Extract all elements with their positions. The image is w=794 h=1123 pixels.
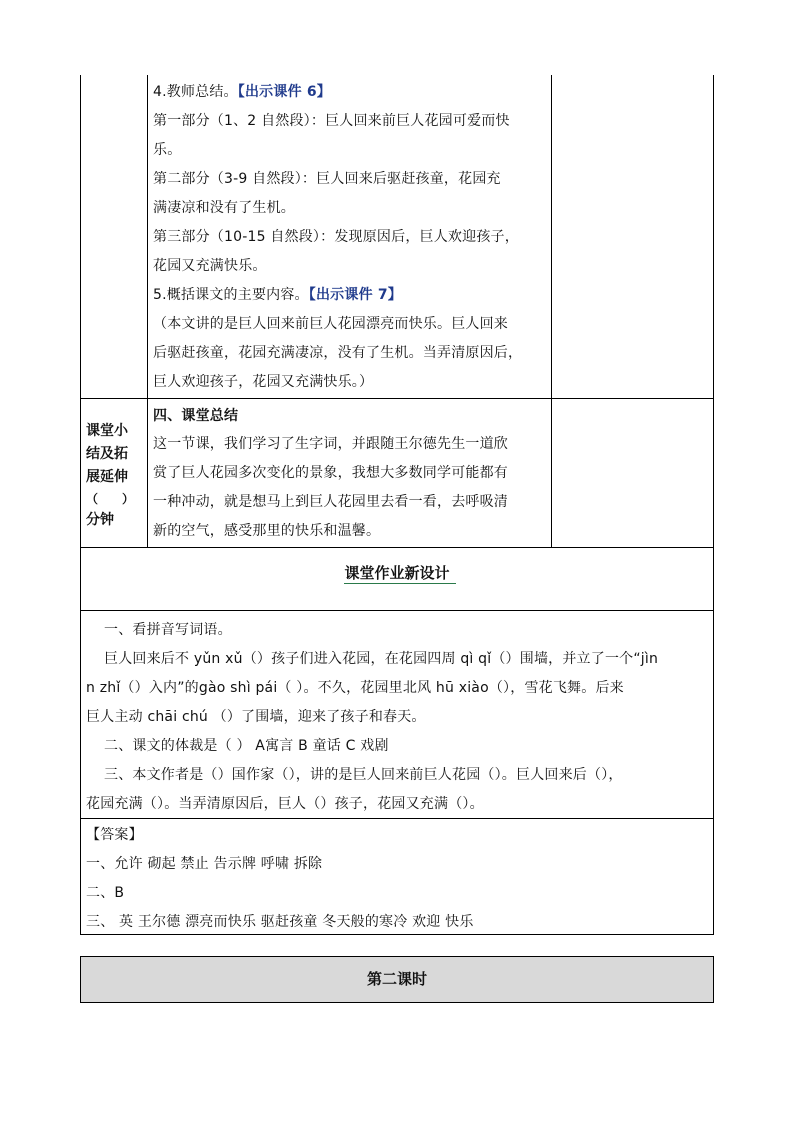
summary-line-1: 4.教师总结。【出示课件 6】 — [153, 84, 331, 100]
class-summary-line-1: 这一节课，我们学习了生字词，并跟随王尔德先生一道欣 — [153, 436, 508, 452]
homework-title-underline — [344, 583, 456, 584]
answers-section — [86, 821, 712, 937]
table-border-col2 — [551, 75, 552, 547]
summary-line-8: 5.概括课文的主要内容。【出示课件 7】 — [153, 287, 402, 303]
summary-line-11: 巨人欢迎孩子，花园又充满快乐。） — [153, 374, 374, 390]
class-summary-line-2: 赏了巨人花园多次变化的景象，我想大多数同学可能都有 — [153, 465, 508, 481]
section-label-cell — [86, 420, 146, 532]
table-border-col1 — [147, 75, 148, 547]
summary-line-7: 花园又充满快乐。 — [153, 258, 267, 274]
question-1: 一、看拼音写词语。 — [104, 622, 232, 638]
summary-line-4: 第二部分（3-9 自然段）：巨人回来后驱赶孩童，花园充 — [153, 171, 501, 187]
question-1-line-1: 巨人回来后不 yǔn xǔ（）孩子们进入花园，在花园四周 qì qǐ（）围墙，并立了一个“jìn — [104, 651, 659, 667]
second-lesson-banner — [80, 956, 714, 1003]
minutes-placeholder: （ ） — [86, 492, 135, 506]
class-summary-heading: 四、课堂总结 — [153, 408, 239, 424]
question-2: 二、课文的体裁是（ ） A寓言 B 童话 C 戏剧 — [104, 738, 389, 754]
question-1-line-2: n zhǐ（）入内”的gào shì pái（ ）。不久，花园里北风 hū xiào（），雪花飞舞。后来 — [86, 680, 624, 696]
courseware-6-link: 【出示课件 6】 — [237, 84, 331, 100]
table-border-left — [80, 75, 81, 934]
answer-2: 二、B — [86, 885, 125, 901]
class-summary-line-4: 新的空气，感受那里的快乐和温馨。 — [153, 523, 381, 539]
courseware-7-link: 【出示课件 7】 — [308, 287, 402, 303]
answer-3: 三、 英 王尔德 漂亮而快乐 驱赶孩童 冬天般的寒冷 欢迎 快乐 — [86, 914, 474, 930]
section-label-line-2: 结及拓 — [86, 446, 128, 462]
table-row-divider-2 — [80, 547, 714, 548]
section-label-line-5: 分钟 — [86, 512, 114, 528]
summary-line-9: （本文讲的是巨人回来前巨人花园漂亮而快乐。巨人回来 — [153, 316, 508, 332]
table-row-divider-3 — [80, 610, 714, 611]
homework-questions — [86, 616, 712, 819]
question-1-line-3: 巨人主动 chāi chú （）了围墙，迎来了孩子和春天。 — [86, 709, 426, 725]
table-row-divider-1 — [80, 398, 714, 399]
summary-line-3: 乐。 — [153, 142, 182, 158]
summary-line-6: 第三部分（10-15 自然段）：发现原因后，巨人欢迎孩子， — [153, 229, 519, 245]
section-label-line-3: 展延伸 — [86, 469, 128, 485]
question-3-line-2: 花园充满（）。当弄清原因后，巨人（）孩子，花园又充满（）。 — [86, 796, 484, 812]
second-lesson-title: 第二课时 — [366, 970, 427, 988]
class-summary-line-3: 一种冲动，就是想马上到巨人花园里去看一看，去呼吸清 — [153, 494, 508, 510]
class-summary-cell — [153, 402, 549, 546]
question-3-line-1: 三、本文作者是（）国作家（），讲的是巨人回来前巨人花园（）。巨人回来后（）， — [104, 767, 623, 783]
summary-line-10: 后驱赶孩童，花园充满凄凉，没有了生机。当弄清原因后， — [153, 345, 523, 361]
section-label-line-1: 课堂小 — [86, 423, 128, 439]
homework-title: 课堂作业新设计 — [344, 564, 450, 582]
teaching-summary-cell — [153, 78, 549, 397]
answer-1: 一、允许 砌起 禁止 告示牌 呼啸 拆除 — [86, 856, 323, 872]
summary-line-2: 第一部分（1、2 自然段）：巨人回来前巨人花园可爱而快 — [153, 113, 510, 129]
answers-header: 【答案】 — [86, 827, 143, 843]
summary-line-5: 满凄凉和没有了生机。 — [153, 200, 295, 216]
table-border-right — [713, 75, 714, 934]
